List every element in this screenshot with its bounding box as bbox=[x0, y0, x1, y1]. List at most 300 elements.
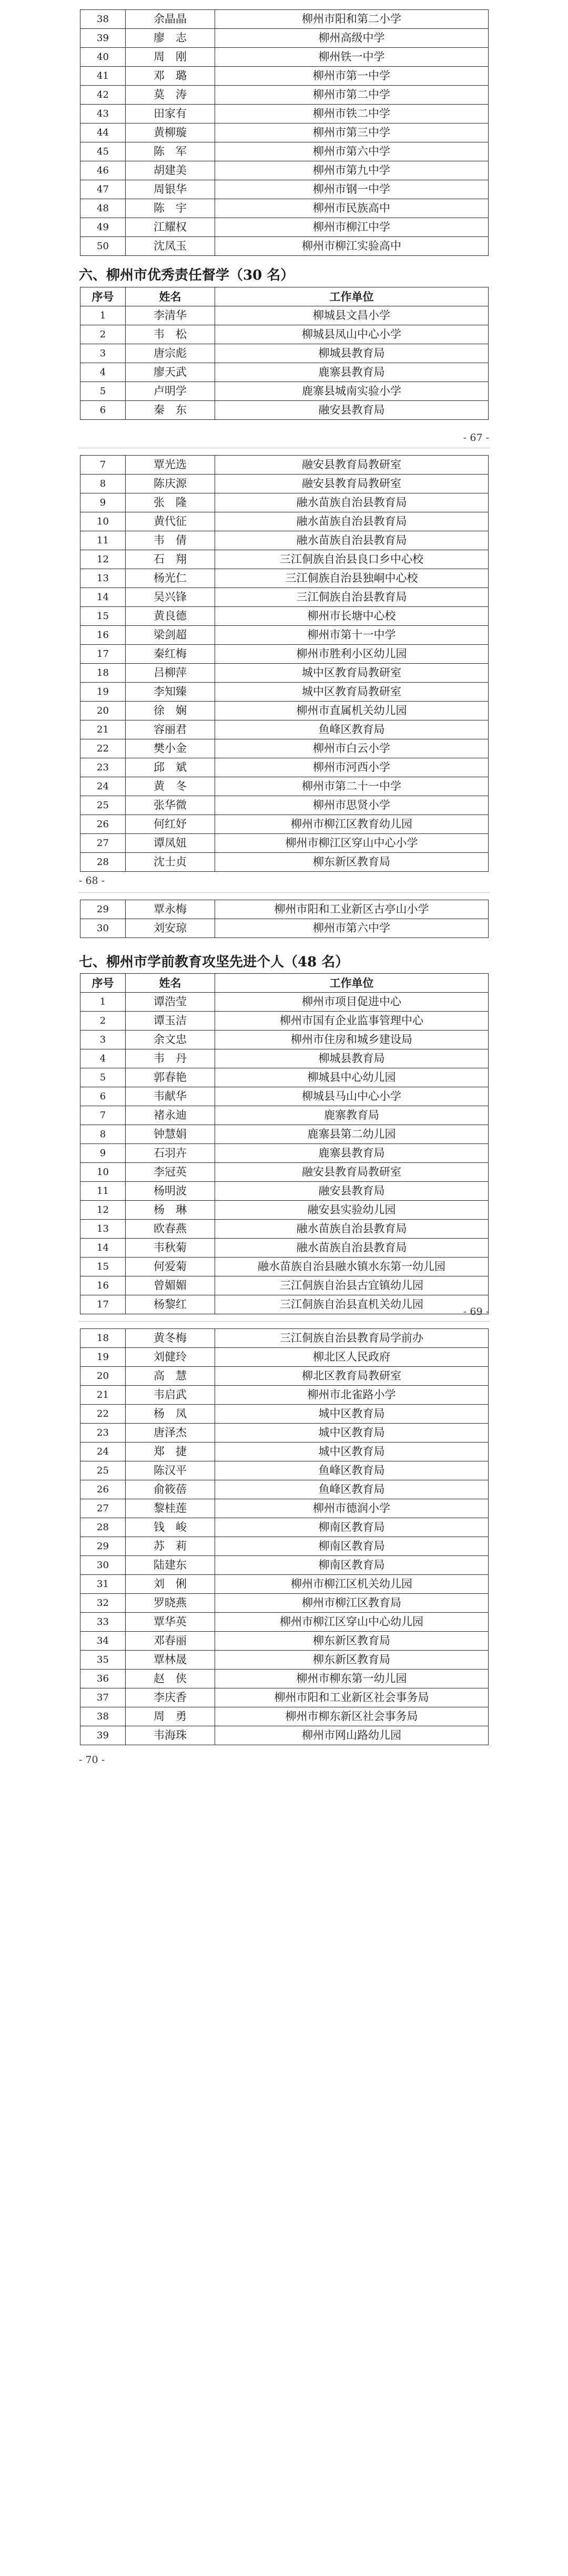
cell-name: 钟慧娟 bbox=[126, 1125, 215, 1144]
cell-name: 邱 斌 bbox=[126, 758, 215, 777]
cell-number: 14 bbox=[80, 588, 126, 607]
cell-name: 廖 志 bbox=[126, 29, 215, 48]
cell-name: 刘健玲 bbox=[126, 1348, 215, 1367]
cell-name: 胡建美 bbox=[126, 161, 215, 180]
table-row bbox=[80, 67, 489, 86]
cell-unit: 三江侗族自治县独峒中心校 bbox=[215, 569, 489, 588]
cell-unit: 柳南区教育局 bbox=[215, 1556, 489, 1575]
cell-name: 何红妤 bbox=[126, 815, 215, 834]
cell-name: 卢明学 bbox=[126, 382, 215, 401]
table-row bbox=[80, 344, 489, 363]
cell-name: 韦 松 bbox=[126, 325, 215, 344]
cell-name: 江耀权 bbox=[126, 218, 215, 237]
cell-unit: 柳州市阳和工业新区古亭山小学 bbox=[215, 900, 489, 919]
cell-name: 韦启武 bbox=[126, 1386, 215, 1405]
table-row bbox=[80, 1295, 489, 1314]
table-row bbox=[80, 645, 489, 664]
list-table bbox=[80, 1328, 489, 1745]
cell-number: 6 bbox=[80, 1087, 126, 1106]
cell-name: 徐 娴 bbox=[126, 702, 215, 720]
cell-number: 27 bbox=[80, 834, 126, 853]
table-row bbox=[80, 1707, 489, 1726]
cell-number: 12 bbox=[80, 550, 126, 569]
table-row bbox=[80, 237, 489, 256]
cell-unit: 融水苗族自治县教育局 bbox=[215, 531, 489, 550]
cell-unit: 柳州市阳和第二小学 bbox=[215, 10, 489, 29]
cell-unit: 柳州市钢一中学 bbox=[215, 180, 489, 199]
table-row bbox=[80, 475, 489, 493]
cell-unit: 柳州市第九中学 bbox=[215, 161, 489, 180]
cell-name: 曾媚媚 bbox=[126, 1276, 215, 1295]
cell-unit: 鱼峰区教育局 bbox=[215, 1461, 489, 1480]
table-row bbox=[80, 834, 489, 853]
cell-number: 10 bbox=[80, 512, 126, 531]
table-row bbox=[80, 1405, 489, 1424]
page-divider bbox=[79, 1321, 489, 1322]
cell-name: 杨光仁 bbox=[126, 569, 215, 588]
cell-unit: 柳州市柳江实验高中 bbox=[215, 237, 489, 256]
column-header-unit: 工作单位 bbox=[215, 974, 489, 993]
cell-unit: 三江侗族自治县古宜镇幼儿园 bbox=[215, 1276, 489, 1295]
cell-unit: 柳州市柳江区穿山中心幼儿园 bbox=[215, 1613, 489, 1632]
cell-unit: 柳州市第三中学 bbox=[215, 123, 489, 142]
cell-number: 39 bbox=[80, 29, 126, 48]
cell-name: 莫 涛 bbox=[126, 86, 215, 105]
cell-number: 24 bbox=[80, 1442, 126, 1461]
cell-name: 韦 丹 bbox=[126, 1049, 215, 1068]
cell-unit: 柳州市第十一中学 bbox=[215, 626, 489, 645]
table-row bbox=[80, 1537, 489, 1556]
cell-unit: 柳州市长塘中心校 bbox=[215, 607, 489, 626]
table-row bbox=[80, 1367, 489, 1386]
cell-number: 8 bbox=[80, 475, 126, 493]
cell-name: 沈凤玉 bbox=[126, 237, 215, 256]
table-row bbox=[80, 993, 489, 1012]
cell-unit: 三江侗族自治县教育局 bbox=[215, 588, 489, 607]
cell-number: 27 bbox=[80, 1499, 126, 1518]
cell-number: 2 bbox=[80, 325, 126, 344]
cell-number: 39 bbox=[80, 1726, 126, 1745]
cell-number: 3 bbox=[80, 344, 126, 363]
cell-unit: 柳城县教育局 bbox=[215, 1049, 489, 1068]
cell-name: 秦 东 bbox=[126, 401, 215, 420]
cell-number: 18 bbox=[80, 1329, 126, 1348]
table-row bbox=[80, 1594, 489, 1613]
table-row bbox=[80, 683, 489, 702]
cell-unit: 柳州市网山路幼儿园 bbox=[215, 1726, 489, 1745]
table-row bbox=[80, 588, 489, 607]
cell-number: 37 bbox=[80, 1688, 126, 1707]
cell-unit: 柳州市第六中学 bbox=[215, 142, 489, 161]
cell-number: 34 bbox=[80, 1632, 126, 1651]
table-row bbox=[80, 1480, 489, 1499]
cell-unit: 柳州市思贤小学 bbox=[215, 796, 489, 815]
table-row bbox=[80, 569, 489, 588]
page-divider bbox=[79, 892, 489, 893]
column-header-no: 序号 bbox=[80, 974, 126, 993]
cell-unit: 柳州市柳江区教育局 bbox=[215, 1594, 489, 1613]
cell-number: 7 bbox=[80, 456, 126, 475]
cell-name: 韦秋菊 bbox=[126, 1239, 215, 1258]
table-row bbox=[80, 1442, 489, 1461]
cell-unit: 柳城县中心幼儿园 bbox=[215, 1068, 489, 1087]
cell-unit: 鹿寨教育局 bbox=[215, 1106, 489, 1125]
cell-unit: 融安县教育局 bbox=[215, 1182, 489, 1201]
table-row bbox=[80, 48, 489, 67]
cell-name: 韦 倩 bbox=[126, 531, 215, 550]
cell-number: 38 bbox=[80, 1707, 126, 1726]
cell-unit: 柳州市直属机关幼儿园 bbox=[215, 702, 489, 720]
cell-name: 韦献华 bbox=[126, 1087, 215, 1106]
cell-unit: 柳南区教育局 bbox=[215, 1518, 489, 1537]
page-number: - 67 - bbox=[463, 432, 489, 444]
table-row bbox=[80, 1068, 489, 1087]
cell-unit: 鹿寨县教育局 bbox=[215, 1144, 489, 1163]
table-row bbox=[80, 626, 489, 645]
table-row bbox=[80, 306, 489, 325]
cell-number: 33 bbox=[80, 1613, 126, 1632]
cell-number: 49 bbox=[80, 218, 126, 237]
cell-name: 陈 宇 bbox=[126, 199, 215, 218]
cell-number: 13 bbox=[80, 569, 126, 588]
cell-unit: 城中区教育局教研室 bbox=[215, 683, 489, 702]
cell-number: 50 bbox=[80, 237, 126, 256]
cell-unit: 柳州市阳和工业新区社会事务局 bbox=[215, 1688, 489, 1707]
section-heading-7: 七、柳州市学前教育攻坚先进个人（48 名） bbox=[79, 954, 349, 970]
cell-unit: 柳州市柳江中学 bbox=[215, 218, 489, 237]
cell-name: 吴兴锋 bbox=[126, 588, 215, 607]
cell-number: 17 bbox=[80, 1295, 126, 1314]
table-row bbox=[80, 702, 489, 720]
cell-unit: 三江侗族自治县教育局学前办 bbox=[215, 1329, 489, 1348]
cell-name: 邓春丽 bbox=[126, 1632, 215, 1651]
cell-number: 3 bbox=[80, 1031, 126, 1049]
cell-name: 韦海珠 bbox=[126, 1726, 215, 1745]
table-row bbox=[80, 218, 489, 237]
cell-number: 44 bbox=[80, 123, 126, 142]
cell-number: 28 bbox=[80, 853, 126, 872]
table-row bbox=[80, 1201, 489, 1220]
cell-name: 苏 莉 bbox=[126, 1537, 215, 1556]
cell-name: 杨明波 bbox=[126, 1182, 215, 1201]
cell-name: 黎桂莲 bbox=[126, 1499, 215, 1518]
cell-unit: 柳城县马山中心小学 bbox=[215, 1087, 489, 1106]
cell-number: 6 bbox=[80, 401, 126, 420]
cell-unit: 融水苗族自治县融水镇水东第一幼儿园 bbox=[215, 1258, 489, 1276]
cell-name: 谭凤妞 bbox=[126, 834, 215, 853]
cell-name: 覃林晟 bbox=[126, 1651, 215, 1670]
cell-unit: 融安县实验幼儿园 bbox=[215, 1201, 489, 1220]
table-row bbox=[80, 900, 489, 919]
cell-number: 20 bbox=[80, 1367, 126, 1386]
column-header-name: 姓名 bbox=[126, 974, 215, 993]
table-row bbox=[80, 607, 489, 626]
cell-number: 23 bbox=[80, 758, 126, 777]
cell-name: 谭浩莹 bbox=[126, 993, 215, 1012]
cell-number: 47 bbox=[80, 180, 126, 199]
cell-number: 23 bbox=[80, 1424, 126, 1442]
cell-number: 48 bbox=[80, 199, 126, 218]
cell-unit: 柳州市河西小学 bbox=[215, 758, 489, 777]
cell-number: 11 bbox=[80, 1182, 126, 1201]
table-row bbox=[80, 1632, 489, 1651]
cell-unit: 柳州市柳江区机关幼儿园 bbox=[215, 1575, 489, 1594]
table-row bbox=[80, 493, 489, 512]
table-row bbox=[80, 1012, 489, 1031]
cell-number: 2 bbox=[80, 1012, 126, 1031]
table-row bbox=[80, 739, 489, 758]
table-row bbox=[80, 325, 489, 344]
cell-name: 何爱菊 bbox=[126, 1258, 215, 1276]
table-row bbox=[80, 180, 489, 199]
cell-number: 40 bbox=[80, 48, 126, 67]
cell-unit: 柳州市民族高中 bbox=[215, 199, 489, 218]
cell-unit: 鹿寨县教育局 bbox=[215, 363, 489, 382]
cell-name: 李清华 bbox=[126, 306, 215, 325]
cell-unit: 柳城县文昌小学 bbox=[215, 306, 489, 325]
cell-unit: 柳州市柳江区教育幼儿园 bbox=[215, 815, 489, 834]
table-row bbox=[80, 382, 489, 401]
table-row bbox=[80, 1613, 489, 1632]
cell-number: 31 bbox=[80, 1575, 126, 1594]
table-row bbox=[80, 1651, 489, 1670]
cell-number: 25 bbox=[80, 796, 126, 815]
table-row bbox=[80, 161, 489, 180]
cell-name: 刘安琼 bbox=[126, 919, 215, 938]
cell-name: 张华微 bbox=[126, 796, 215, 815]
table-row bbox=[80, 664, 489, 683]
cell-unit: 柳州市铁二中学 bbox=[215, 105, 489, 123]
cell-number: 45 bbox=[80, 142, 126, 161]
table-row bbox=[80, 1258, 489, 1276]
cell-name: 廖天武 bbox=[126, 363, 215, 382]
table-row bbox=[80, 1144, 489, 1163]
cell-number: 7 bbox=[80, 1106, 126, 1125]
table-row bbox=[80, 363, 489, 382]
table-row bbox=[80, 1031, 489, 1049]
table-row bbox=[80, 142, 489, 161]
cell-number: 20 bbox=[80, 702, 126, 720]
cell-unit: 柳州高级中学 bbox=[215, 29, 489, 48]
cell-name: 周银华 bbox=[126, 180, 215, 199]
cell-name: 石 翔 bbox=[126, 550, 215, 569]
cell-unit: 柳州铁一中学 bbox=[215, 48, 489, 67]
cell-name: 俞筱蓓 bbox=[126, 1480, 215, 1499]
cell-number: 4 bbox=[80, 363, 126, 382]
cell-unit: 城中区教育局教研室 bbox=[215, 664, 489, 683]
cell-name: 余晶晶 bbox=[126, 10, 215, 29]
cell-name: 黄冬梅 bbox=[126, 1329, 215, 1348]
table-row bbox=[80, 550, 489, 569]
cell-number: 26 bbox=[80, 1480, 126, 1499]
cell-unit: 柳州市项目促进中心 bbox=[215, 993, 489, 1012]
cell-number: 22 bbox=[80, 1405, 126, 1424]
cell-name: 唐泽杰 bbox=[126, 1424, 215, 1442]
table-row bbox=[80, 1518, 489, 1537]
cell-name: 邓 璐 bbox=[126, 67, 215, 86]
cell-number: 25 bbox=[80, 1461, 126, 1480]
table-row bbox=[80, 1556, 489, 1575]
cell-number: 13 bbox=[80, 1220, 126, 1239]
cell-unit: 柳城县教育局 bbox=[215, 344, 489, 363]
cell-name: 陆建东 bbox=[126, 1556, 215, 1575]
page-number: - 69 - bbox=[463, 1306, 489, 1317]
cell-unit: 柳州市胜利小区幼儿园 bbox=[215, 645, 489, 664]
table-header-row bbox=[80, 974, 489, 993]
cell-number: 21 bbox=[80, 720, 126, 739]
cell-name: 樊小金 bbox=[126, 739, 215, 758]
cell-number: 24 bbox=[80, 777, 126, 796]
cell-number: 15 bbox=[80, 607, 126, 626]
cell-name: 周 刚 bbox=[126, 48, 215, 67]
cell-unit: 三江侗族自治县良口乡中心校 bbox=[215, 550, 489, 569]
list-table bbox=[80, 973, 489, 1314]
table-row bbox=[80, 1499, 489, 1518]
cell-number: 28 bbox=[80, 1518, 126, 1537]
cell-name: 黄柳璇 bbox=[126, 123, 215, 142]
cell-unit: 融水苗族自治县教育局 bbox=[215, 493, 489, 512]
table-row bbox=[80, 105, 489, 123]
cell-name: 李冠英 bbox=[126, 1163, 215, 1182]
table-row bbox=[80, 1670, 489, 1688]
cell-unit: 柳州市国有企业监事管理中心 bbox=[215, 1012, 489, 1031]
cell-unit: 柳东新区教育局 bbox=[215, 1632, 489, 1651]
cell-name: 杨黎红 bbox=[126, 1295, 215, 1314]
table-row bbox=[80, 512, 489, 531]
cell-name: 张 隆 bbox=[126, 493, 215, 512]
table-row bbox=[80, 401, 489, 420]
cell-number: 36 bbox=[80, 1670, 126, 1688]
table-row bbox=[80, 1239, 489, 1258]
cell-unit: 鹿寨县第二幼儿园 bbox=[215, 1125, 489, 1144]
table-row bbox=[80, 758, 489, 777]
table-row bbox=[80, 853, 489, 872]
list-table bbox=[80, 287, 489, 420]
cell-name: 覃永梅 bbox=[126, 900, 215, 919]
cell-name: 覃华英 bbox=[126, 1613, 215, 1632]
cell-number: 46 bbox=[80, 161, 126, 180]
cell-number: 19 bbox=[80, 683, 126, 702]
cell-unit: 融安县教育局教研室 bbox=[215, 475, 489, 493]
cell-number: 32 bbox=[80, 1594, 126, 1613]
cell-number: 43 bbox=[80, 105, 126, 123]
cell-name: 容丽君 bbox=[126, 720, 215, 739]
cell-unit: 柳州市第二中学 bbox=[215, 86, 489, 105]
table-row bbox=[80, 1575, 489, 1594]
table-row bbox=[80, 815, 489, 834]
cell-number: 18 bbox=[80, 664, 126, 683]
cell-unit: 融安县教育局教研室 bbox=[215, 456, 489, 475]
list-table bbox=[80, 900, 489, 938]
cell-name: 沈士贞 bbox=[126, 853, 215, 872]
table-row bbox=[80, 199, 489, 218]
table-row bbox=[80, 777, 489, 796]
table-row bbox=[80, 1163, 489, 1182]
cell-name: 覃光选 bbox=[126, 456, 215, 475]
cell-name: 黄代征 bbox=[126, 512, 215, 531]
cell-number: 1 bbox=[80, 993, 126, 1012]
cell-unit: 城中区教育局 bbox=[215, 1424, 489, 1442]
cell-number: 5 bbox=[80, 1068, 126, 1087]
cell-unit: 柳州市柳东新区社会事务局 bbox=[215, 1707, 489, 1726]
cell-name: 杨 凤 bbox=[126, 1405, 215, 1424]
cell-number: 26 bbox=[80, 815, 126, 834]
cell-unit: 三江侗族自治县直机关幼儿园 bbox=[215, 1295, 489, 1314]
cell-name: 陈汉平 bbox=[126, 1461, 215, 1480]
cell-number: 15 bbox=[80, 1258, 126, 1276]
table-row bbox=[80, 1688, 489, 1707]
table-row bbox=[80, 1125, 489, 1144]
cell-number: 17 bbox=[80, 645, 126, 664]
cell-number: 38 bbox=[80, 10, 126, 29]
cell-name: 李知臻 bbox=[126, 683, 215, 702]
cell-unit: 柳州市第二十一中学 bbox=[215, 777, 489, 796]
cell-number: 10 bbox=[80, 1163, 126, 1182]
column-header-name: 姓名 bbox=[126, 287, 215, 306]
cell-number: 9 bbox=[80, 493, 126, 512]
cell-number: 22 bbox=[80, 739, 126, 758]
cell-unit: 融水苗族自治县教育局 bbox=[215, 1220, 489, 1239]
table-row bbox=[80, 456, 489, 475]
cell-number: 12 bbox=[80, 1201, 126, 1220]
cell-unit: 柳东新区教育局 bbox=[215, 1651, 489, 1670]
cell-name: 秦红梅 bbox=[126, 645, 215, 664]
cell-unit: 柳州市住房和城乡建设局 bbox=[215, 1031, 489, 1049]
table-row bbox=[80, 1461, 489, 1480]
column-header-unit: 工作单位 bbox=[215, 287, 489, 306]
table-row bbox=[80, 1049, 489, 1068]
table-row bbox=[80, 86, 489, 105]
column-header-no: 序号 bbox=[80, 287, 126, 306]
table-row bbox=[80, 1087, 489, 1106]
cell-number: 9 bbox=[80, 1144, 126, 1163]
table-row bbox=[80, 1220, 489, 1239]
cell-unit: 柳州市柳东第一幼儿园 bbox=[215, 1670, 489, 1688]
cell-unit: 柳州市第一中学 bbox=[215, 67, 489, 86]
cell-unit: 柳州市柳江区穿山中心小学 bbox=[215, 834, 489, 853]
cell-unit: 柳州市白云小学 bbox=[215, 739, 489, 758]
page-number: - 70 - bbox=[79, 1754, 105, 1766]
table-row bbox=[80, 10, 489, 29]
cell-number: 11 bbox=[80, 531, 126, 550]
cell-number: 21 bbox=[80, 1386, 126, 1405]
cell-name: 赵 侠 bbox=[126, 1670, 215, 1688]
cell-number: 30 bbox=[80, 919, 126, 938]
cell-unit: 柳南区教育局 bbox=[215, 1537, 489, 1556]
cell-unit: 柳北区人民政府 bbox=[215, 1348, 489, 1367]
cell-unit: 融水苗族自治县教育局 bbox=[215, 1239, 489, 1258]
cell-name: 杨 琳 bbox=[126, 1201, 215, 1220]
table-row bbox=[80, 919, 489, 938]
table-header-row bbox=[80, 287, 489, 306]
cell-name: 褚永迪 bbox=[126, 1106, 215, 1125]
cell-number: 42 bbox=[80, 86, 126, 105]
list-table bbox=[80, 455, 489, 872]
table-row bbox=[80, 1726, 489, 1745]
table-row bbox=[80, 531, 489, 550]
cell-name: 罗晓燕 bbox=[126, 1594, 215, 1613]
cell-name: 郭春艳 bbox=[126, 1068, 215, 1087]
table-row bbox=[80, 1329, 489, 1348]
cell-name: 黄良德 bbox=[126, 607, 215, 626]
cell-unit: 融安县教育局 bbox=[215, 401, 489, 420]
table-row bbox=[80, 1106, 489, 1125]
cell-name: 梁剑超 bbox=[126, 626, 215, 645]
table-row bbox=[80, 29, 489, 48]
cell-number: 29 bbox=[80, 1537, 126, 1556]
table-row bbox=[80, 1276, 489, 1295]
cell-name: 田家有 bbox=[126, 105, 215, 123]
